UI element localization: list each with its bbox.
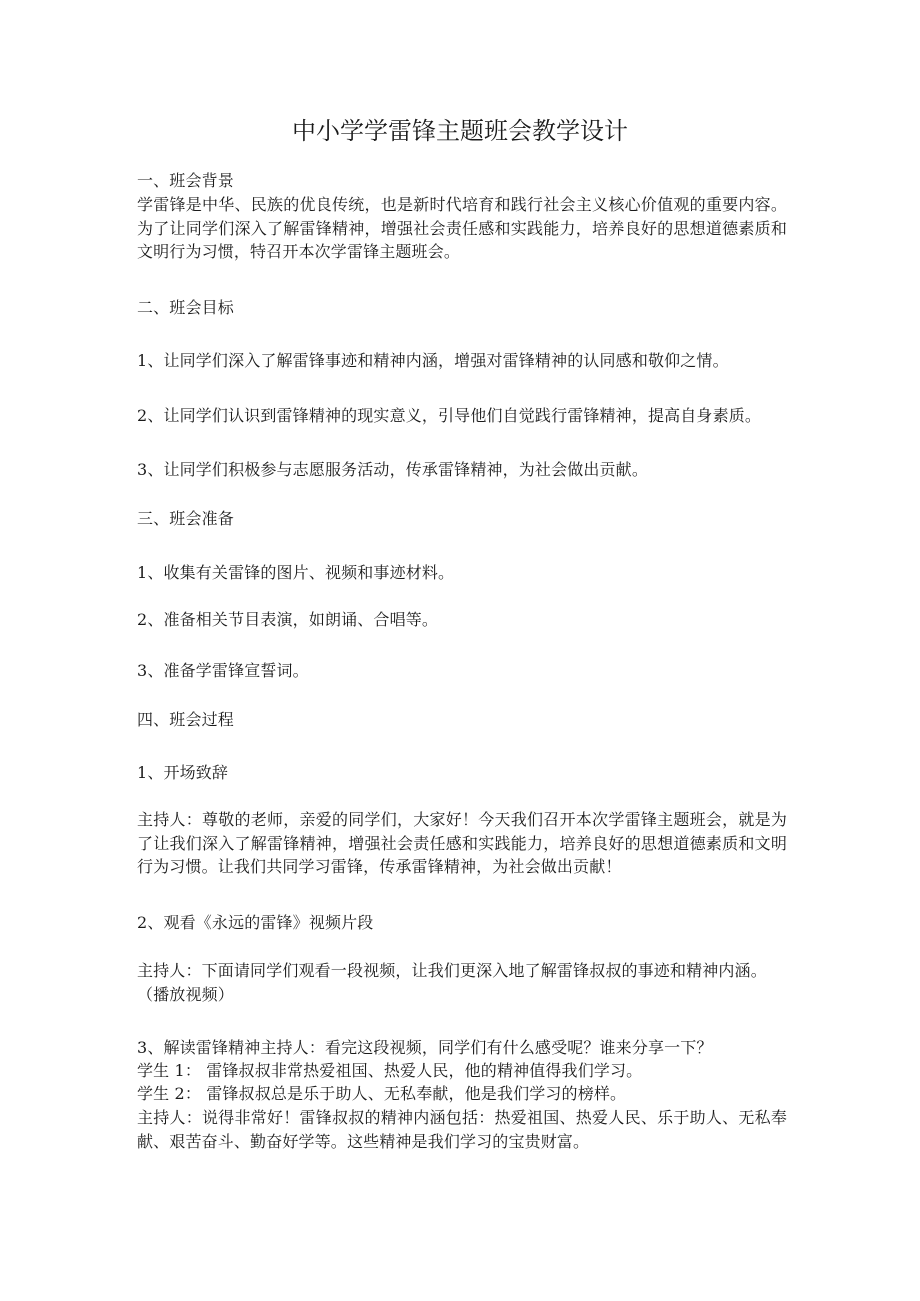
step-3-line-student-2: 学生 2： 雷锋叔叔总是乐于助人、无私奉献，他是我们学习的榜样。 xyxy=(137,1084,627,1103)
step-1-heading: 1、开场致辞 xyxy=(137,763,229,782)
document-title: 中小学学雷锋主题班会教学设计 xyxy=(292,117,628,145)
goal-item-1: 1、让同学们深入了解雷锋事迹和精神内涵，增强对雷锋精神的认同感和敬仰之情。 xyxy=(137,351,729,370)
goal-item-2: 2、让同学们认识到雷锋精神的现实意义，引导他们自觉践行雷锋精神，提高自身素质。 xyxy=(137,406,762,425)
section-heading-process: 四、班会过程 xyxy=(137,710,234,729)
prep-item-1: 1、收集有关雷锋的图片、视频和事迹材料。 xyxy=(137,563,455,582)
section-heading-background: 一、班会背景 xyxy=(137,171,234,190)
step-2-paragraph-line-2: （播放视频） xyxy=(137,985,234,1004)
step-1-paragraph: 主持人：尊敬的老师，亲爱的同学们，大家好！今天我们召开本次学雷锋主题班会，就是为了让我们深入了解雷锋精神，增强社会责任感和实践能力，培养良好的思想道德素质和文明行为习惯。让我们共同学习雷锋，传承雷锋精神，为社会做出贡献！ xyxy=(137,810,787,876)
section-heading-goals: 二、班会目标 xyxy=(137,298,234,317)
step-2-paragraph-line-1: 主持人：下面请同学们观看一段视频，让我们更深入地了解雷锋叔叔的事迹和精神内涵。 xyxy=(137,961,767,980)
prep-item-2: 2、准备相关节目表演，如朗诵、合唱等。 xyxy=(137,610,439,629)
step-2-heading: 2、观看《永远的雷锋》视频片段 xyxy=(137,913,374,932)
background-paragraph: 学雷锋是中华、民族的优良传统，也是新时代培育和践行社会主义核心价值观的重要内容。为了让同学们深入了解雷锋精神，增强社会责任感和实践能力，培养良好的思想道德素质和文明行为习惯，特召开本次学雷锋主题班会。 xyxy=(137,195,787,261)
step-3-line-1: 3、解读雷锋精神主持人：看完这段视频，同学们有什么感受呢？谁来分享一下？ xyxy=(137,1038,713,1057)
section-heading-preparation: 三、班会准备 xyxy=(137,509,234,528)
step-3-line-student-1: 学生 1： 雷锋叔叔非常热爱祖国、热爱人民，他的精神值得我们学习。 xyxy=(137,1061,643,1080)
step-3-closing-paragraph: 主持人：说得非常好！雷锋叔叔的精神内涵包括：热爱祖国、热爱人民、乐于助人、无私奉献、艰苦奋斗、勤奋好学等。这些精神是我们学习的宝贵财富。 xyxy=(137,1108,787,1151)
goal-item-3: 3、让同学们积极参与志愿服务活动，传承雷锋精神，为社会做出贡献。 xyxy=(137,460,648,479)
prep-item-3: 3、准备学雷锋宣誓词。 xyxy=(137,661,309,680)
